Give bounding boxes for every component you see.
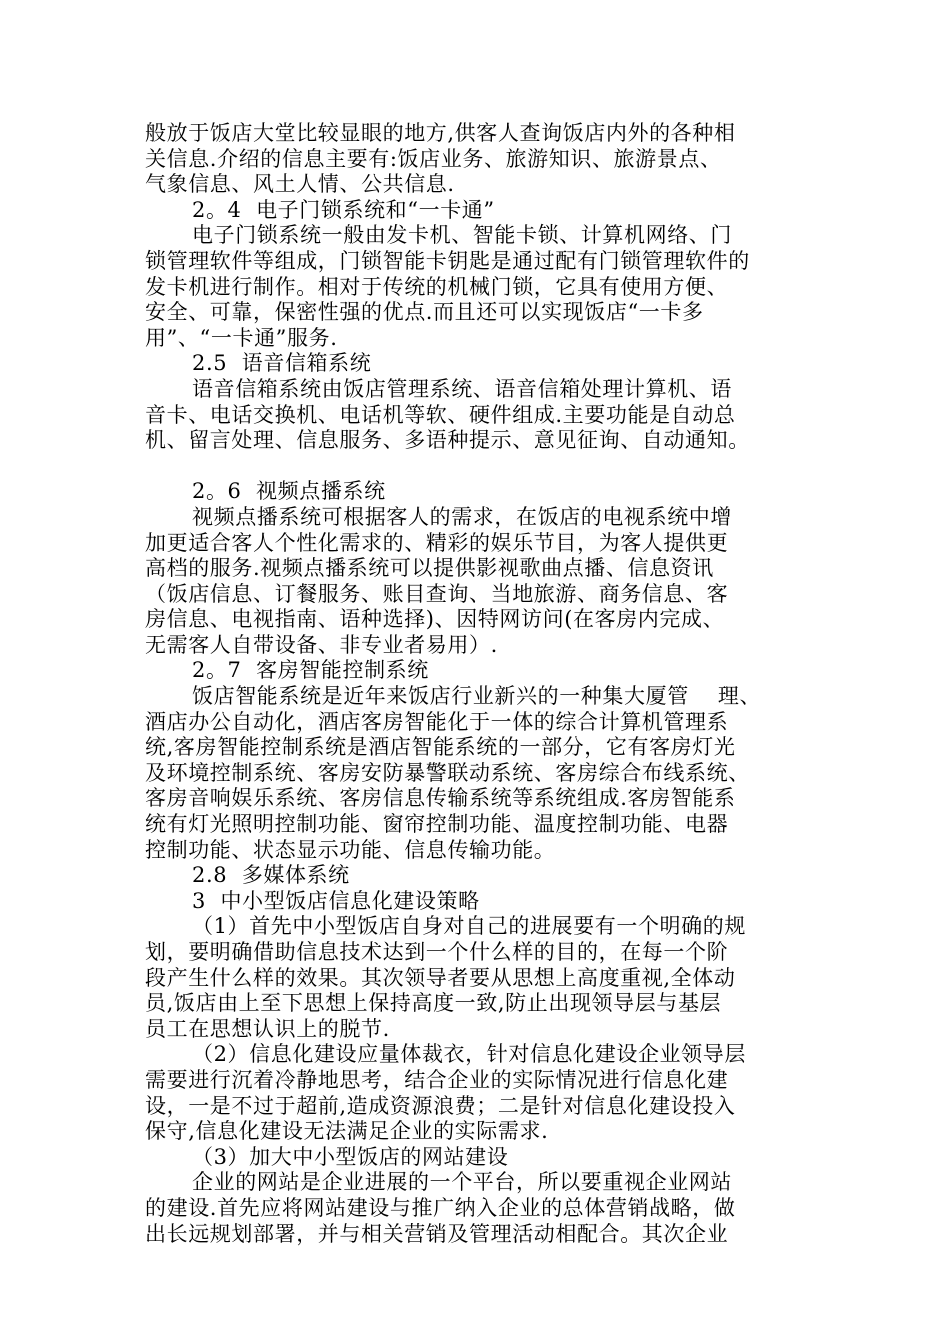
text-line: 2。6 视频点播系统 [192, 479, 386, 504]
document-body [145, 121, 825, 1247]
text-line: （1）首先中小型饭店自身对自己的进展要有一个明确的规 [192, 914, 746, 939]
text-line: 用”、“一卡通”服务. [145, 325, 338, 350]
text-line: 语音信箱系统由饭店管理系统、语音信箱处理计算机、语 [192, 376, 732, 401]
text-line: 统,客房智能控制系统是酒店智能系统的一部分，它有客房灯光 [145, 735, 736, 760]
text-line: 视频点播系统可根据客人的需求，在饭店的电视系统中增 [192, 504, 732, 529]
text-line: 无需客人自带设备、非专业者易用）. [145, 632, 498, 657]
text-line: 2.5 语音信箱系统 [192, 351, 372, 376]
text-line: 2.8 多媒体系统 [192, 863, 350, 888]
text-line: 员工在思想认识上的脱节. [145, 1016, 390, 1041]
text-line: 高档的服务.视频点播系统可以提供影视歌曲点播、信息资讯 [145, 556, 714, 581]
text-line: 3 中小型饭店信息化建设策略 [192, 888, 480, 913]
text-line: 发卡机进行制作。相对于传统的机械门锁，它具有使用方便、 [145, 274, 729, 299]
text-line: 饭店智能系统是近年来饭店行业新兴的一种集大厦管 理、 [192, 684, 762, 709]
blank-line [145, 454, 825, 480]
text-line: 房信息、电视指南、语种选择)、因特网访问(在客房内完成、 [145, 607, 725, 632]
text-line: 划，要明确借助信息技术达到一个什么样的目的，在每一个阶 [145, 940, 729, 964]
text-line: 控制功能、状态显示功能、信息传输功能。 [145, 837, 556, 862]
text-line: 安全、可靠，保密性强的优点.而且还可以实现饭店“一卡多 [145, 300, 704, 325]
text-line: 加更适合客人个性化需求的、精彩的娱乐节目，为客人提供更 [145, 530, 729, 555]
text-line: 关信息.介绍的信息主要有:饭店业务、旅游知识、旅游景点、 [145, 146, 722, 171]
text-line: 保守,信息化建设无法满足企业的实际需求. [145, 1119, 549, 1144]
text-line: 2。7 客房智能控制系统 [192, 658, 429, 683]
text-line: 段产生什么样的效果。其次领导者要从思想上高度重视,全体动 [145, 965, 736, 990]
text-line: 需要进行沉着冷静地思考，结合企业的实际情况进行信息化建 [145, 1067, 729, 1092]
text-line: 设，一是不过于超前,造成资源浪费；二是针对信息化建设投入 [145, 1093, 736, 1118]
text-line: 锁管理软件等组成，门锁智能卡钥匙是通过配有门锁管理软件的 [145, 248, 750, 273]
text-line: 的建设.首先应将网站建设与推广纳入企业的总体营销战略，做 [145, 1195, 736, 1220]
text-line: 2。4 电子门锁系统和“一卡通” [192, 197, 495, 222]
text-line: （饭店信息、订餐服务、账目查询、当地旅游、商务信息、客 [145, 581, 729, 606]
text-line: （3）加大中小型饭店的网站建设 [192, 1144, 509, 1169]
text-line: 般放于饭店大堂比较显眼的地方,供客人查询饭店内外的各种相 [145, 121, 736, 145]
text-line: 电子门锁系统一般由发卡机、智能卡锁、计算机网络、门 [192, 223, 732, 248]
text-line: 客房音响娱乐系统、客房信息传输系统等系统组成.客房智能系 [145, 786, 736, 811]
text-line: 出长远规划部署，并与相关营销及管理活动相配合。其次企业 [145, 1221, 729, 1246]
text-line: 音卡、电话交换机、电话机等软、硬件组成.主要功能是自动总 [145, 402, 736, 427]
text-line: 气象信息、风土人情、公共信息. [145, 172, 455, 197]
text-line: （2）信息化建设应量体裁衣，针对信息化建设企业领导层 [192, 1042, 746, 1067]
text-line: 酒店办公自动化，酒店客房智能化于一体的综合计算机管理系 [145, 709, 729, 734]
text-line: 员,饭店由上至下思想上保持高度一致,防止出现领导层与基层 [145, 991, 722, 1016]
text-line: 统有灯光照明控制功能、窗帘控制功能、温度控制功能、电器 [145, 812, 729, 837]
text-line: 企业的网站是企业进展的一个平台，所以要重视企业网站 [192, 1170, 732, 1195]
text-line: 及环境控制系统、客房安防暴警联动系统、客房综合布线系统、 [145, 760, 750, 785]
text-line: 机、留言处理、信息服务、多语种提示、意见征询、自动通知。 [145, 428, 750, 453]
